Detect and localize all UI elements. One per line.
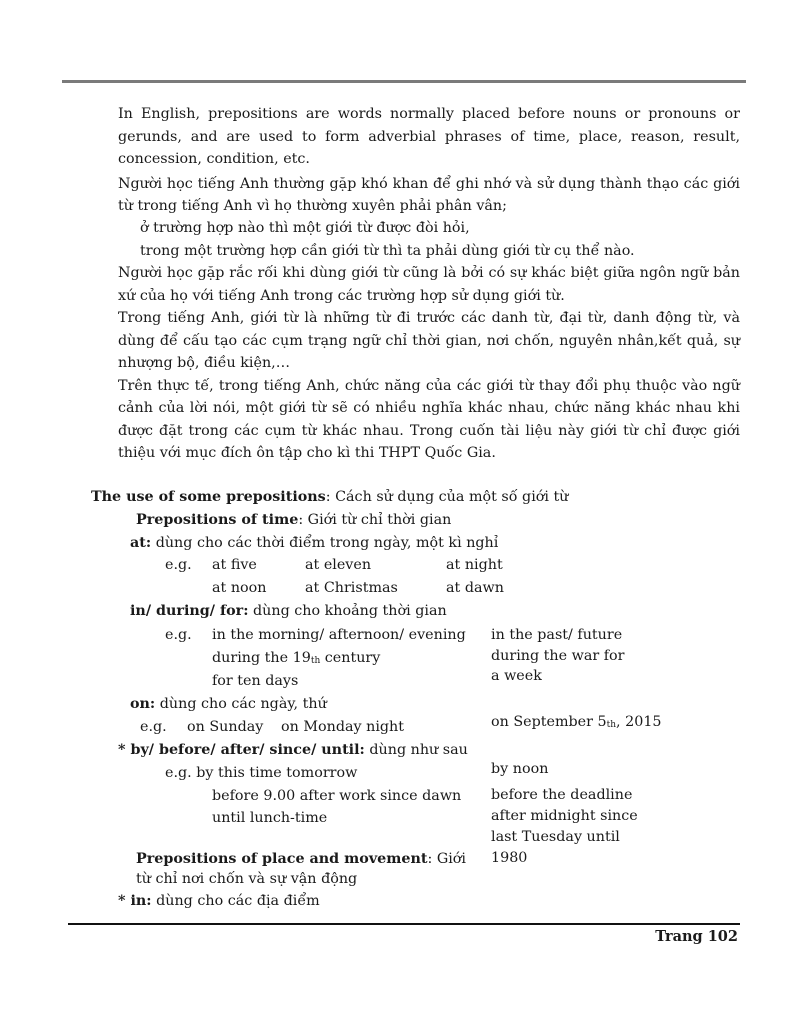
- at-ex-2-1: at noon: [212, 580, 267, 596]
- at-ex-2-3: at dawn: [446, 580, 504, 596]
- footer-rule: [68, 923, 740, 925]
- section-heading-rest: : Cách sử dụng của một số giới từ: [325, 489, 569, 505]
- in-during-ex-2: [212, 647, 380, 673]
- at-ex-1-1: at five: [212, 557, 257, 573]
- by-ex-2: before 9.00 after work since dawn: [212, 788, 462, 804]
- by-right-2: before the deadline: [491, 787, 633, 803]
- intro-vi-b-line-2: xứ của họ với tiếng Anh trong các trường hợp sử dụng giới từ.: [118, 288, 565, 304]
- at-ex-1-3: at night: [446, 557, 503, 573]
- at-eg: e.g.: [165, 557, 192, 573]
- intro-en-line-3: concession, condition, etc.: [118, 151, 310, 167]
- in-during-ex-2-a: during the 19: [212, 650, 311, 666]
- intro-vi-d-line-2: cảnh của lời nói, một giới từ sẽ có nhiều nghĩa khác nhau, chức năng khác nhau khi: [118, 400, 740, 416]
- intro-vi-c-line-2: dùng để cấu tạo các cụm trạng ngữ chỉ thời gian, nơi chốn, nguyên nhân,kết quả, sự: [118, 333, 740, 349]
- place-heading-line-2: từ chỉ nơi chốn và sự vận động: [136, 871, 358, 887]
- on-right-sup: th: [606, 720, 617, 730]
- by-label: * by/ before/ after/ since/ until:: [118, 742, 365, 758]
- by-ex-3: until lunch-time: [212, 810, 328, 826]
- intro-vi-d-line-4: thiệu với mục đích ôn tập cho kì thi THPT Quốc Gia.: [118, 445, 496, 461]
- intro-vi-d-line-1: Trên thực tế, trong tiếng Anh, chức năng của các giới từ thay đổi phụ thuộc vào ngữ: [118, 378, 740, 394]
- in-during-right-1: in the past/ future: [491, 627, 623, 643]
- intro-vi-c-line-1: Trong tiếng Anh, giới từ là những từ đi trước các danh từ, đại từ, danh động từ, và: [118, 310, 740, 326]
- at-ex-1-2: at eleven: [305, 557, 372, 573]
- at-rule: [130, 532, 498, 555]
- by-desc: dùng như sau: [364, 742, 468, 758]
- on-right: [491, 711, 662, 737]
- by-right-3: after midnight since: [491, 808, 638, 824]
- intro-vi-a-line-4: trong một trường hợp cần giới từ thì ta phải dùng giới từ cụ thể nào.: [140, 243, 635, 259]
- by-ex-1: e.g. by this time tomorrow: [165, 765, 358, 781]
- time-heading-rest: : Giới từ chỉ thời gian: [298, 512, 452, 528]
- in-during-desc: dùng cho khoảng thời gian: [248, 603, 447, 619]
- in-place-desc: dùng cho các địa điểm: [151, 893, 320, 909]
- intro-vi-d-line-3: được đặt trong các cụm từ khác nhau. Trong cuốn tài liệu này giới từ chỉ được giới: [118, 423, 740, 439]
- in-during-right-2: during the war for: [491, 648, 625, 664]
- in-during-ex-2-sup: th: [310, 656, 321, 666]
- in-during-right-3: a week: [491, 668, 542, 684]
- by-right-5: 1980: [491, 850, 528, 866]
- in-place-rule: [118, 890, 320, 913]
- intro-vi-a-line-3: ở trường hợp nào thì một giới từ được đòi hỏi,: [140, 220, 470, 236]
- intro-en-line-1: In English, prepositions are words normally placed before nouns or pronouns or: [118, 106, 740, 122]
- by-right-1: by noon: [491, 761, 549, 777]
- on-right-b: , 2015: [616, 714, 662, 730]
- in-during-eg: e.g.: [165, 627, 192, 643]
- intro-vi-a-line-2: từ trong tiếng Anh vì họ thường xuyên phải phân vân;: [118, 198, 507, 214]
- intro-vi-b-line-1: Người học gặp rắc rối khi dùng giới từ cũng là bởi có sự khác biệt giữa ngôn ngữ bản: [118, 265, 740, 281]
- in-during-label: in/ during/ for:: [130, 603, 249, 619]
- intro-en-line-2: gerunds, and are used to form adverbial phrases of time, place, reason, result,: [118, 129, 740, 145]
- in-during-ex-1: in the morning/ afternoon/ evening: [212, 627, 466, 643]
- by-rule: [118, 739, 468, 762]
- header-rule: [62, 80, 746, 83]
- in-during-ex-2-b: century: [320, 650, 381, 666]
- at-desc: dùng cho các thời điểm trong ngày, một kì nghỉ: [151, 535, 499, 551]
- time-heading: [136, 509, 451, 532]
- in-during-rule: [130, 600, 447, 623]
- on-desc: dùng cho các ngày, thứ: [155, 696, 327, 712]
- intro-vi-c-line-3: nhượng bộ, điều kiện,…: [118, 355, 291, 371]
- on-rule: [130, 693, 327, 716]
- by-right-4: last Tuesday until: [491, 829, 620, 845]
- on-ex-1: on Sunday: [187, 719, 264, 735]
- in-place-label: * in:: [118, 893, 152, 909]
- on-right-a: on September 5: [491, 714, 607, 730]
- on-ex-2: on Monday night: [281, 719, 404, 735]
- at-ex-2-2: at Christmas: [305, 580, 398, 596]
- in-during-ex-3: for ten days: [212, 673, 299, 689]
- time-heading-bold: Prepositions of time: [136, 512, 299, 528]
- intro-vi-a-line-1: Người học tiếng Anh thường gặp khó khan để ghi nhớ và sử dụng thành thạo các giới: [118, 176, 740, 192]
- at-label: at:: [130, 535, 152, 551]
- on-eg: e.g.: [140, 719, 167, 735]
- place-heading-rest: : Giới: [427, 851, 466, 867]
- on-label: on:: [130, 696, 156, 712]
- page-number: Trang 102: [655, 928, 738, 945]
- section-heading: [91, 486, 568, 509]
- section-heading-bold: The use of some prepositions: [91, 489, 326, 505]
- place-heading-bold: Prepositions of place and movement: [136, 851, 428, 867]
